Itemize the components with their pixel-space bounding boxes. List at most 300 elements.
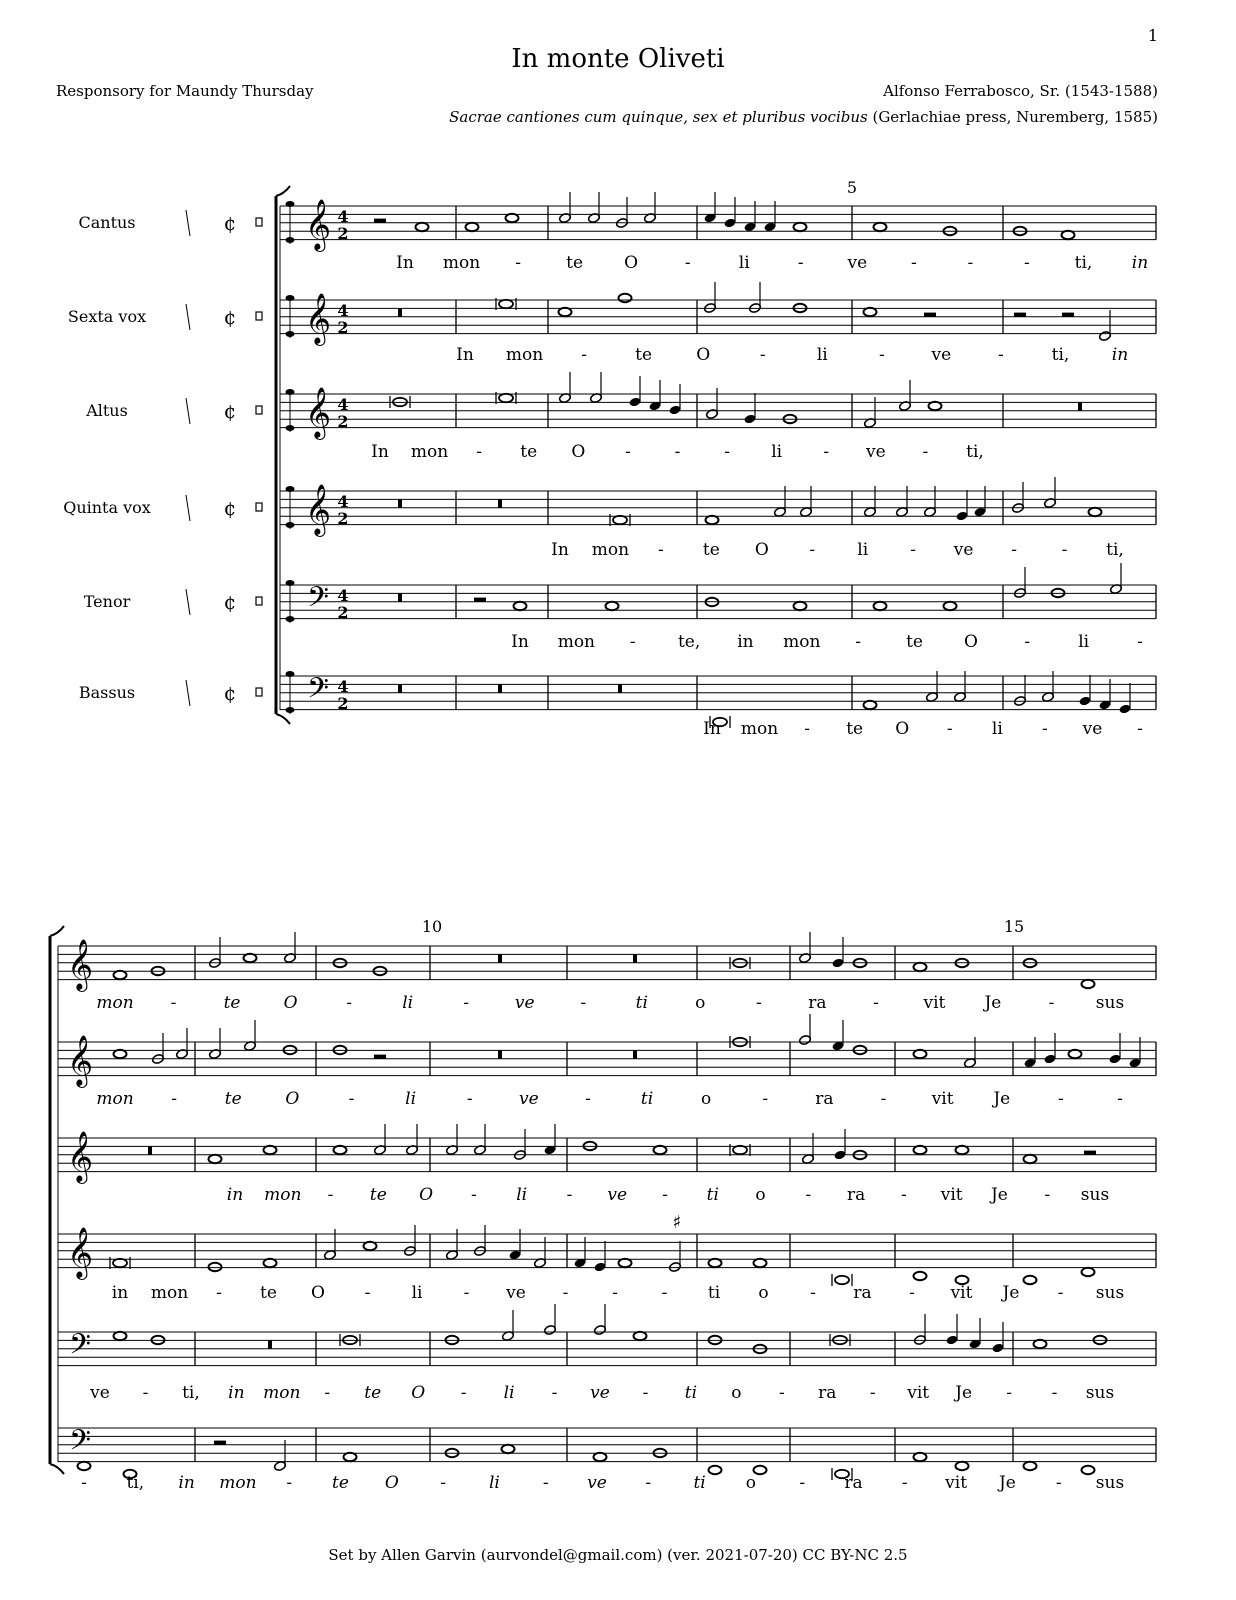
- ambitus-note: [286, 671, 295, 677]
- incipit-clef-mark: [186, 210, 190, 236]
- treble-clef-icon: 𝄞: [304, 199, 332, 250]
- lyric-syllable: -: [922, 442, 929, 462]
- lyric-syllable: mon: [557, 632, 596, 652]
- lyric-syllable: -: [967, 253, 974, 273]
- whole-note: [706, 516, 719, 524]
- lyric-syllable: in: [1111, 345, 1129, 365]
- lyric-syllable: -: [364, 1283, 371, 1303]
- whole-note: [874, 602, 887, 610]
- lyric-syllable: in: [178, 1473, 195, 1493]
- lyric-syllable: te: [520, 442, 538, 462]
- lyric-syllable: ve: [931, 345, 952, 365]
- treble-clef-icon: 𝄞: [66, 939, 94, 990]
- voice-name-label: Quinta vox: [63, 498, 151, 517]
- breve-rest: [633, 1050, 637, 1058]
- lyric-syllable: -: [1006, 1383, 1012, 1403]
- whole-note: [914, 963, 927, 971]
- lyric-syllable: sus: [1085, 1383, 1115, 1403]
- ambitus-note: [286, 425, 295, 431]
- breve-rest: [618, 684, 622, 692]
- lyric-syllable: -: [476, 442, 483, 462]
- lyric-syllable: ti,: [1106, 540, 1124, 560]
- lyric-syllable: te: [224, 1089, 242, 1109]
- ambitus-note: [286, 580, 295, 586]
- lyric-syllable: -: [901, 1185, 907, 1205]
- lyric-syllable: Je: [990, 1185, 1008, 1205]
- lyric-syllable: -: [869, 1383, 876, 1403]
- whole-note: [709, 1259, 722, 1267]
- lyric-syllable: -: [661, 1283, 668, 1303]
- lyric-syllable: -: [466, 1089, 473, 1109]
- half-rest: [1062, 313, 1074, 317]
- time-signature-numerator: 4: [337, 207, 349, 226]
- lyric-syllable: mon: [96, 1089, 134, 1109]
- lyric-syllable: Je: [955, 1383, 973, 1403]
- lyric-syllable: ra: [853, 1283, 872, 1303]
- lyric-syllable: Je: [1002, 1283, 1020, 1303]
- lyric-syllable: -: [170, 993, 177, 1013]
- lyric-syllable: -: [463, 993, 470, 1013]
- time-signature-numerator: 4: [337, 586, 349, 605]
- breve-note: [613, 516, 627, 524]
- source-title: Sacrae cantiones cum quinque, sex et pluribus vocibus: [449, 108, 868, 126]
- lyric-syllable: mon: [264, 1185, 302, 1205]
- ambitus-note: [286, 389, 295, 395]
- whole-note: [506, 214, 519, 222]
- lyric-syllable: sus: [1080, 1185, 1110, 1205]
- lyric-syllable: Je: [993, 1089, 1011, 1109]
- whole-note: [914, 1146, 927, 1154]
- lyric-syllable: -: [880, 1089, 887, 1109]
- lyric-syllable: -: [878, 345, 885, 365]
- time-signature-denominator: 2: [337, 412, 349, 431]
- voice-staff: [58, 1332, 1156, 1366]
- incipit-breve-rest: [256, 503, 262, 511]
- breve-note: [499, 394, 513, 402]
- lyric-syllable: -: [946, 719, 953, 739]
- lyric-syllable: mon: [505, 345, 544, 365]
- lyric-syllable: -: [542, 1473, 549, 1493]
- lyric-syllable: ra: [846, 1185, 866, 1205]
- voice-staff: [280, 394, 1156, 428]
- incipit-clef-mark: [186, 304, 190, 330]
- lyric-syllable: -: [809, 540, 816, 560]
- ambitus-note: [286, 237, 295, 243]
- bracket-hook-top: [50, 926, 64, 936]
- lyric-syllable: -: [759, 345, 766, 365]
- lyric-syllable: -: [645, 1473, 652, 1493]
- lyric-syllable: -: [642, 1383, 649, 1403]
- lyric-syllable: O: [696, 345, 711, 365]
- whole-note: [864, 308, 877, 316]
- lyric-syllable: Je: [984, 993, 1002, 1013]
- lyric-syllable: -: [581, 345, 587, 365]
- incipit-breve-rest: [256, 218, 262, 226]
- incipit-clef-mark: [186, 398, 190, 424]
- half-rest: [474, 598, 486, 602]
- lyric-syllable: -: [998, 345, 1004, 365]
- lyric-syllable: li: [816, 345, 828, 365]
- source-publisher: (Gerlachiae press, Nuremberg, 1585): [867, 108, 1158, 126]
- lyric-syllable: -: [724, 442, 730, 462]
- lyric-syllable: ti,: [182, 1383, 200, 1403]
- lyric-syllable: -: [1058, 1089, 1064, 1109]
- whole-note: [502, 1445, 515, 1453]
- lyric-syllable: -: [515, 253, 521, 273]
- piece-title: In monte Oliveti: [511, 44, 725, 74]
- breve-rest: [398, 684, 402, 692]
- lyric-syllable: O: [311, 1283, 325, 1303]
- voice-name-label: Bassus: [78, 683, 136, 702]
- lyric-syllable: -: [910, 540, 917, 560]
- lyric-syllable: li: [402, 993, 414, 1013]
- lyric-syllable: ve: [587, 1473, 607, 1493]
- lyric-syllable: mon: [442, 253, 481, 273]
- lyric-syllable: li: [516, 1185, 528, 1205]
- breve-rest: [498, 499, 502, 507]
- lyric-syllable: O: [384, 1473, 399, 1493]
- lyric-syllable: o: [745, 1473, 757, 1493]
- lyric-syllable: -: [471, 1185, 477, 1205]
- lyric-syllable: te: [906, 632, 923, 652]
- treble-clef-icon: 𝄞: [66, 1131, 94, 1182]
- whole-note: [794, 223, 807, 231]
- whole-note: [1024, 1462, 1037, 1470]
- time-signature-denominator: 2: [337, 318, 349, 337]
- lyric-syllable: O: [895, 719, 910, 739]
- lyric-syllable: mon: [410, 442, 449, 462]
- lyric-syllable: ti: [706, 1185, 719, 1205]
- lyric-syllable: li: [771, 442, 783, 462]
- lyric-syllable: ti: [707, 1283, 721, 1303]
- lyric-syllable: -: [805, 1185, 812, 1205]
- lyric-syllable: te: [846, 719, 864, 739]
- whole-note: [619, 294, 632, 302]
- lyric-syllable: in: [111, 1283, 129, 1303]
- incipit-breve-rest: [256, 406, 262, 414]
- whole-note: [1089, 508, 1102, 516]
- whole-note: [929, 402, 942, 410]
- ambitus-note: [286, 616, 295, 622]
- lyric-syllable: -: [799, 1473, 806, 1493]
- lyric-syllable: -: [463, 1283, 470, 1303]
- lyric-syllable: -: [629, 632, 636, 652]
- whole-note: [754, 1259, 767, 1267]
- breve-rest: [498, 684, 502, 692]
- lyric-syllable: vit: [923, 993, 946, 1013]
- half-rest: [1014, 313, 1026, 317]
- whole-note: [264, 1146, 277, 1154]
- lyric-syllable: mon: [150, 1283, 189, 1303]
- lyric-syllable: -: [142, 1383, 149, 1403]
- measure-number: 15: [1003, 917, 1025, 936]
- lyric-syllable: -: [823, 442, 830, 462]
- breve-note: [113, 1259, 127, 1267]
- lyric-syllable: -: [460, 1383, 467, 1403]
- ambitus-note: [286, 295, 295, 301]
- whole-note: [709, 1466, 722, 1474]
- bass-clef-icon: 𝄢: [69, 1328, 91, 1368]
- breve-note: [499, 300, 513, 308]
- lyric-syllable: O: [963, 632, 978, 652]
- lyric-syllable: O: [283, 993, 298, 1013]
- lyric-syllable: In: [703, 719, 721, 739]
- lyric-syllable: in: [228, 1383, 245, 1403]
- lyric-syllable: O: [571, 442, 586, 462]
- lyric-syllable: ve: [865, 442, 886, 462]
- lyric-syllable: in: [226, 1185, 244, 1205]
- lyric-syllable: -: [1055, 1473, 1062, 1493]
- whole-note: [1024, 1155, 1037, 1163]
- half-rest: [924, 313, 936, 317]
- bass-clef-icon: 𝄢: [69, 1424, 91, 1464]
- lyric-syllable: mon: [783, 632, 821, 652]
- whole-note: [606, 602, 619, 610]
- measure-number: 10: [421, 917, 443, 936]
- voice-name-label: Sexta vox: [67, 307, 147, 326]
- whole-note: [209, 1263, 222, 1271]
- lyric-syllable: -: [580, 993, 587, 1013]
- lyric-syllable: -: [562, 1283, 569, 1303]
- whole-note: [874, 223, 887, 231]
- lyric-syllable: -: [216, 1283, 222, 1303]
- time-signature-numerator: 4: [337, 677, 349, 696]
- lyric-syllable: Je: [998, 1473, 1016, 1493]
- lyric-syllable: o: [758, 1283, 769, 1303]
- lyric-syllable: -: [625, 442, 631, 462]
- lyric-syllable: o: [701, 1089, 712, 1109]
- lyric-syllable: In: [396, 253, 414, 273]
- whole-note: [466, 223, 479, 231]
- lyric-syllable: -: [1024, 253, 1030, 273]
- whole-note: [956, 1146, 969, 1154]
- mensuration-sign: ¢: [223, 305, 237, 329]
- lyric-syllable: ti,: [126, 1473, 145, 1493]
- breve-rest: [633, 954, 637, 962]
- lyric-syllable: te: [260, 1283, 277, 1303]
- ambitus-note: [286, 331, 295, 337]
- lyric-syllable: -: [327, 1185, 334, 1205]
- half-rest: [374, 1055, 386, 1059]
- voice-name-label: Tenor: [83, 592, 131, 611]
- lyric-syllable: -: [566, 1185, 573, 1205]
- incipit-clef-mark: [186, 589, 190, 615]
- lyric-syllable: -: [1048, 993, 1055, 1013]
- time-signature-denominator: 2: [337, 224, 349, 243]
- whole-note: [209, 1155, 222, 1163]
- breve-rest: [498, 954, 502, 962]
- incipit-breve-rest: [256, 312, 262, 320]
- lyric-syllable: -: [348, 1089, 355, 1109]
- lyric-syllable: -: [797, 253, 804, 273]
- voice-staff: [58, 946, 1156, 980]
- lyric-syllable: O: [754, 540, 769, 560]
- incipit-clef-mark: [186, 495, 190, 521]
- mensuration-sign: ¢: [223, 590, 237, 614]
- lyric-syllable: -: [1044, 1185, 1051, 1205]
- time-signature-numerator: 4: [337, 301, 349, 320]
- whole-note: [1034, 1340, 1047, 1348]
- lyric-syllable: ve: [90, 1383, 110, 1403]
- whole-note: [264, 1259, 277, 1267]
- voice-name-label: Cantus: [78, 213, 136, 232]
- lyric-syllable: vit: [950, 1283, 973, 1303]
- lyric-syllable: in: [1131, 253, 1149, 273]
- voice-staff: [58, 1138, 1156, 1172]
- lyric-syllable: o: [755, 1185, 766, 1205]
- ambitus-note: [286, 522, 295, 528]
- ambitus-note: [286, 486, 295, 492]
- page-number: 1: [1147, 26, 1158, 45]
- lyric-syllable: mon: [219, 1473, 257, 1493]
- mensuration-sign: ¢: [223, 399, 237, 423]
- voice-staff: [58, 1042, 1156, 1076]
- lyric-syllable: -: [1137, 719, 1143, 739]
- lyric-syllable: ti,: [966, 442, 984, 462]
- lyric-syllable: mon: [591, 540, 630, 560]
- lyric-syllable: vit: [945, 1473, 968, 1493]
- footer-credits: Set by Allen Garvin (aurvondel@gmail.com) (ver. 2021-07-20) CC BY-NC 2.5: [328, 1546, 908, 1564]
- lyric-syllable: vit: [907, 1383, 930, 1403]
- whole-note: [956, 1462, 969, 1470]
- lyric-syllable: ti: [684, 1383, 698, 1403]
- whole-note: [914, 1050, 927, 1058]
- lyric-syllable: vit: [931, 1089, 954, 1109]
- lyric-syllable: ra: [815, 1089, 834, 1109]
- lyric-syllable: -: [804, 719, 810, 739]
- ambitus-note: [286, 201, 295, 207]
- whole-note: [334, 1146, 347, 1154]
- lyric-syllable: -: [855, 632, 862, 652]
- lyric-syllable: -: [286, 1473, 293, 1493]
- lyric-syllable: te: [369, 1185, 387, 1205]
- lyric-syllable: -: [346, 993, 352, 1013]
- mensuration-sign: ¢: [223, 681, 237, 705]
- lyric-syllable: -: [762, 1089, 769, 1109]
- half-rest: [214, 1441, 226, 1445]
- lyric-syllable: sus: [1095, 1473, 1125, 1493]
- whole-note: [654, 1146, 667, 1154]
- treble-clef-icon: 𝄞: [304, 387, 332, 438]
- whole-note: [619, 1259, 632, 1267]
- subtitle: Responsory for Maundy Thursday: [56, 82, 314, 100]
- lyric-syllable: -: [171, 1089, 177, 1109]
- lyric-syllable: O: [411, 1383, 426, 1403]
- lyric-syllable: li: [503, 1383, 515, 1403]
- lyric-syllable: ve: [590, 1383, 610, 1403]
- treble-clef-icon: 𝄞: [304, 293, 332, 344]
- lyric-syllable: -: [1011, 540, 1017, 560]
- lyric-syllable: o: [695, 993, 706, 1013]
- whole-note: [416, 223, 429, 231]
- lyric-syllable: -: [612, 1283, 618, 1303]
- voice-staff: [280, 300, 1156, 334]
- whole-note: [1082, 980, 1095, 988]
- whole-note: [559, 308, 572, 316]
- whole-note: [864, 701, 877, 709]
- lyric-syllable: In: [551, 540, 569, 560]
- whole-note: [114, 971, 127, 979]
- lyric-syllable: te,: [677, 632, 701, 652]
- lyric-syllable: ti,: [1051, 345, 1070, 365]
- half-rest: [1084, 1151, 1096, 1155]
- lyric-syllable: -: [1057, 1283, 1064, 1303]
- lyric-syllable: -: [909, 1283, 915, 1303]
- lyric-syllable: ve: [1082, 719, 1103, 739]
- voice-name-label: Altus: [86, 401, 128, 420]
- lyric-syllable: -: [1042, 719, 1048, 739]
- lyric-syllable: O: [285, 1089, 300, 1109]
- lyric-syllable: te: [566, 253, 584, 273]
- lyric-syllable: li: [1078, 632, 1090, 652]
- treble-clef-icon: 𝄞: [304, 484, 332, 535]
- bass-clef-icon: 𝄢: [307, 581, 329, 621]
- lyric-syllable: mon: [96, 993, 134, 1013]
- lyric-syllable: ti: [693, 1473, 706, 1493]
- lyric-syllable: in: [737, 632, 754, 652]
- lyric-syllable: ra: [808, 993, 827, 1013]
- whole-note: [794, 602, 807, 610]
- lyric-syllable: -: [755, 993, 762, 1013]
- lyric-syllable: -: [1051, 1383, 1058, 1403]
- lyric-syllable: te: [223, 993, 241, 1013]
- sharp-accidental: ♯: [672, 1212, 682, 1233]
- breve-rest: [1078, 402, 1082, 410]
- whole-note: [944, 602, 957, 610]
- lyric-syllable: ve: [518, 1089, 539, 1109]
- lyric-syllable: ve: [506, 1283, 526, 1303]
- lyric-syllable: -: [778, 1383, 785, 1403]
- lyric-syllable: -: [81, 1473, 87, 1493]
- lyric-syllable: ra: [844, 1473, 863, 1493]
- whole-note: [364, 1242, 377, 1250]
- lyric-syllable: In: [371, 442, 389, 462]
- lyric-syllable: -: [440, 1473, 446, 1493]
- breve-note: [733, 1146, 747, 1154]
- lyric-syllable: O: [419, 1185, 434, 1205]
- treble-clef-icon: 𝄞: [66, 1227, 94, 1278]
- whole-note: [914, 1272, 927, 1280]
- lyric-syllable: li: [991, 719, 1003, 739]
- whole-note: [114, 1050, 127, 1058]
- breve-rest: [268, 1340, 272, 1348]
- incipit-breve-rest: [256, 597, 262, 605]
- breve-rest: [498, 1050, 502, 1058]
- composer: Alfonso Ferrabosco, Sr. (1543-1588): [883, 82, 1158, 100]
- lyric-syllable: mon: [740, 719, 779, 739]
- whole-note: [1082, 1268, 1095, 1276]
- lyric-syllable: li: [857, 540, 869, 560]
- lyric-syllable: -: [658, 540, 664, 560]
- lyric-syllable: In: [511, 632, 529, 652]
- lyric-syllable: -: [324, 1383, 331, 1403]
- ambitus-note: [286, 707, 295, 713]
- breve-rest: [398, 308, 402, 316]
- lyric-syllable: li: [405, 1089, 417, 1109]
- lyric-syllable: ti: [635, 993, 648, 1013]
- lyric-syllable: ve: [953, 540, 974, 560]
- time-signature-numerator: 4: [337, 492, 349, 511]
- whole-note: [1069, 1050, 1082, 1058]
- bracket-hook-top: [276, 186, 290, 196]
- lyric-syllable: te: [332, 1473, 349, 1493]
- mensuration-sign: ¢: [223, 211, 237, 235]
- lyric-syllable: ve: [514, 993, 535, 1013]
- lyric-syllable: -: [873, 993, 879, 1013]
- lyric-syllable: ra: [818, 1383, 837, 1403]
- breve-rest: [398, 499, 402, 507]
- lyric-syllable: In: [456, 345, 474, 365]
